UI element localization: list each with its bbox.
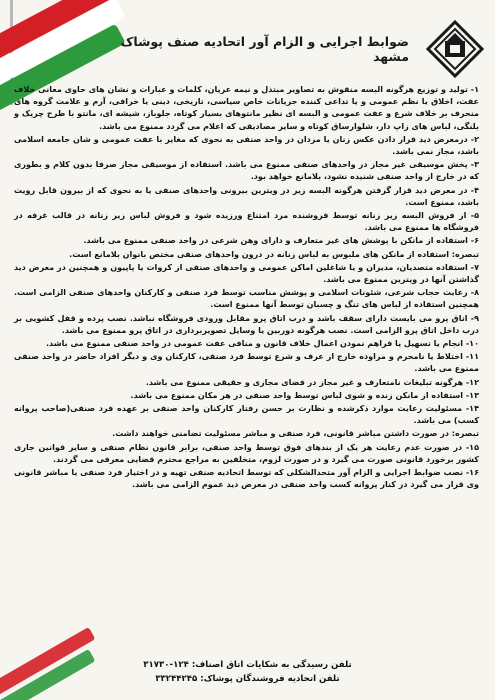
union-phone: تلفن اتحادیه فروشندگان پوشاک: ۳۳۲۴۴۲۴۵ xyxy=(155,674,340,684)
regulation-item-10: ۱۰- انجام یا تسهیل یا فراهم نمودن اعمال خلاف قانون و منافی عفت عمومی در واحد صنفی ممنوع می باشد. xyxy=(45,339,479,349)
regulation-item-9: ۹- اتاق پرو می بایست دارای سقف باشد و درب اتاق پرو مقابل ورودی فروشگاه نباشد. نصب پرده و قفل کشویی بر درب داخل اتاق پرو الزامی است. نصب هرگونه دوربین یا وسایل تصویربرداری در اتاق پرو ممنوع می باشد. xyxy=(14,313,479,335)
regulation-item-14: ۱۴- مسئولیت رعایت موارد ذکرشده و نظارت بر حسن رفتار کارکنان واحد صنفی بر عهده فرد صنفی(صاحب پروانه کسب) می باشد. xyxy=(14,404,479,426)
regulation-item-7: ۷- استفاده متصدیان، مدیران و یا شاغلین اماکن عمومی و واحدهای صنفی از کروات یا پاپیون و همچنین در معرض دید گذاشتن آنها در ویترین ممنوع می باشد. xyxy=(14,262,479,285)
regulation-item-15: ۱۵- در صورت عدم رعایت هر یک از بندهای فوق توسط واحد صنفی، برابر قانون نظام صنفی و سایر قوانین جاری کشور برخورد قانونی صورت می گیرد و در صورت لزوم، متخلفین به مراجع محترم قضایی معرفی می گردند. xyxy=(14,442,479,464)
regulation-item-4: ۴- در معرض دید قرار گرفتن هرگونه البسه زیر در ویترین بیرونی واحدهای صنفی یا به نحوی که از بیرون قابل رویت باشد، ممنوع است. xyxy=(14,185,479,207)
document-header xyxy=(120,8,487,90)
regulation-item-11: ۱۱- اختلاط یا نامحرم و مراوده خارج از عرف و شرع توسط فرد صنفی، کارکنان وی و دیگر افراد حاضر در واحد صنفی ممنوع می باشد. xyxy=(14,352,479,374)
regulation-item-8: ۸- رعایت حجاب شرعی، شئونات اسلامی و پوشش مناسب توسط فرد صنفی و کارکنان واحدهای صنفی الزامی است. همچنین استفاده از لباس های تنگ و چسبان توسط آنها ممنوع است. xyxy=(14,288,479,310)
union-emblem-icon xyxy=(423,17,487,81)
regulation-item-2: ۲- درمعرض دید قرار دادن عکس زنان یا مردان در واحد صنفی به نحوی که مغایر با عفت عمومی و شان جامعه اسلامی باشد، مجاز نمی باشد. xyxy=(14,134,479,157)
regulation-item-6: ۶- استفاده از مانکن با پوشش های غیر متعارف و دارای وهن شرعی در واحد صنفی ممنوع می باشد. xyxy=(83,236,479,246)
document-title: ضوابط اجرایی و الزام آور اتحادیه صنف پوشاک مشهد xyxy=(120,34,409,64)
regulation-item-3: ۳- پخش موسیقی غیر مجاز در واحدهای صنفی ممنوع می باشد. استفاده از موسیقی مجاز صرفا بدون کلام و بطوری که در خارج از واحد صنفی شنیده نشود، بلامانع خواهد بود. xyxy=(14,160,479,182)
regulation-item-1: ۱- تولید و توزیع هرگونه البسه منقوش به تصاویر مبتذل و نیمه عریان، کلمات و عبارات و نشان های حاوی معانی خلاف عفت، اخلاق یا نظم عمومی و یا تداعی کننده جریانات خاص سیاسی، تاریخی، دینی یا خرافی، آرم و علامت گروه های منحرف بر خلاف شرع و عفت عمومی و البسه ای نظیر مانتوهای بسیار کوتاه، جلوباز، شیشه ای، مانتو با طرح چریک و بلنگی، لباس های زاپ دار، شلوارساق کوتاه و سایر مصادیقی که اعلام می گردد ممنوع می باشد. xyxy=(14,85,479,131)
complaints-phone: تلفن رسیدگی به شکایات اتاق اصناف: ۱۲۴-۳۱۷۳۰ xyxy=(143,660,352,670)
regulation-item-5: ۵- از فروش البسه زیر زنانه توسط فروشنده مرد امتناع ورزیده شود و فروش لباس زیر زنانه در قالب غرفه در فروشگاه ها ممنوع می باشد. xyxy=(14,211,479,233)
regulation-item-16: ۱۶- نصب ضوابط اجرایی و الزام آور متحدالشکلی که توسط اتحادیه صنفی تهیه و در اختیار فرد صنفی یا مباشر قانونی وی قرار می گیرد در کنار پروانه کسب واحد صنفی در معرض دید عموم الزامی می باشد. xyxy=(14,468,479,490)
regulations-list xyxy=(14,84,479,638)
regulation-item-13: ۱۳- استفاده از مانکن زنده و شوی لباس توسط واحد صنفی در هر مکان ممنوع می باشد. xyxy=(130,390,479,400)
regulation-item-12: ۱۲- هرگونه تبلیغات نامتعارف و غیر مجاز در فضای مجازی و حقیقی ممنوع می باشد. xyxy=(145,377,479,387)
regulation-note-6: تبصره: استفاده از مانکن های ملبوس به لباس زنانه در درون واحدهای صنفی مختص بانوان بلامانع است. xyxy=(69,249,479,259)
contact-footer xyxy=(0,658,495,686)
regulation-note-14: تبصره: در صورت داشتن مباشر قانونی، فرد صنفی و مباشر مسئولیت تضامنی خواهند داشت. xyxy=(112,429,479,439)
